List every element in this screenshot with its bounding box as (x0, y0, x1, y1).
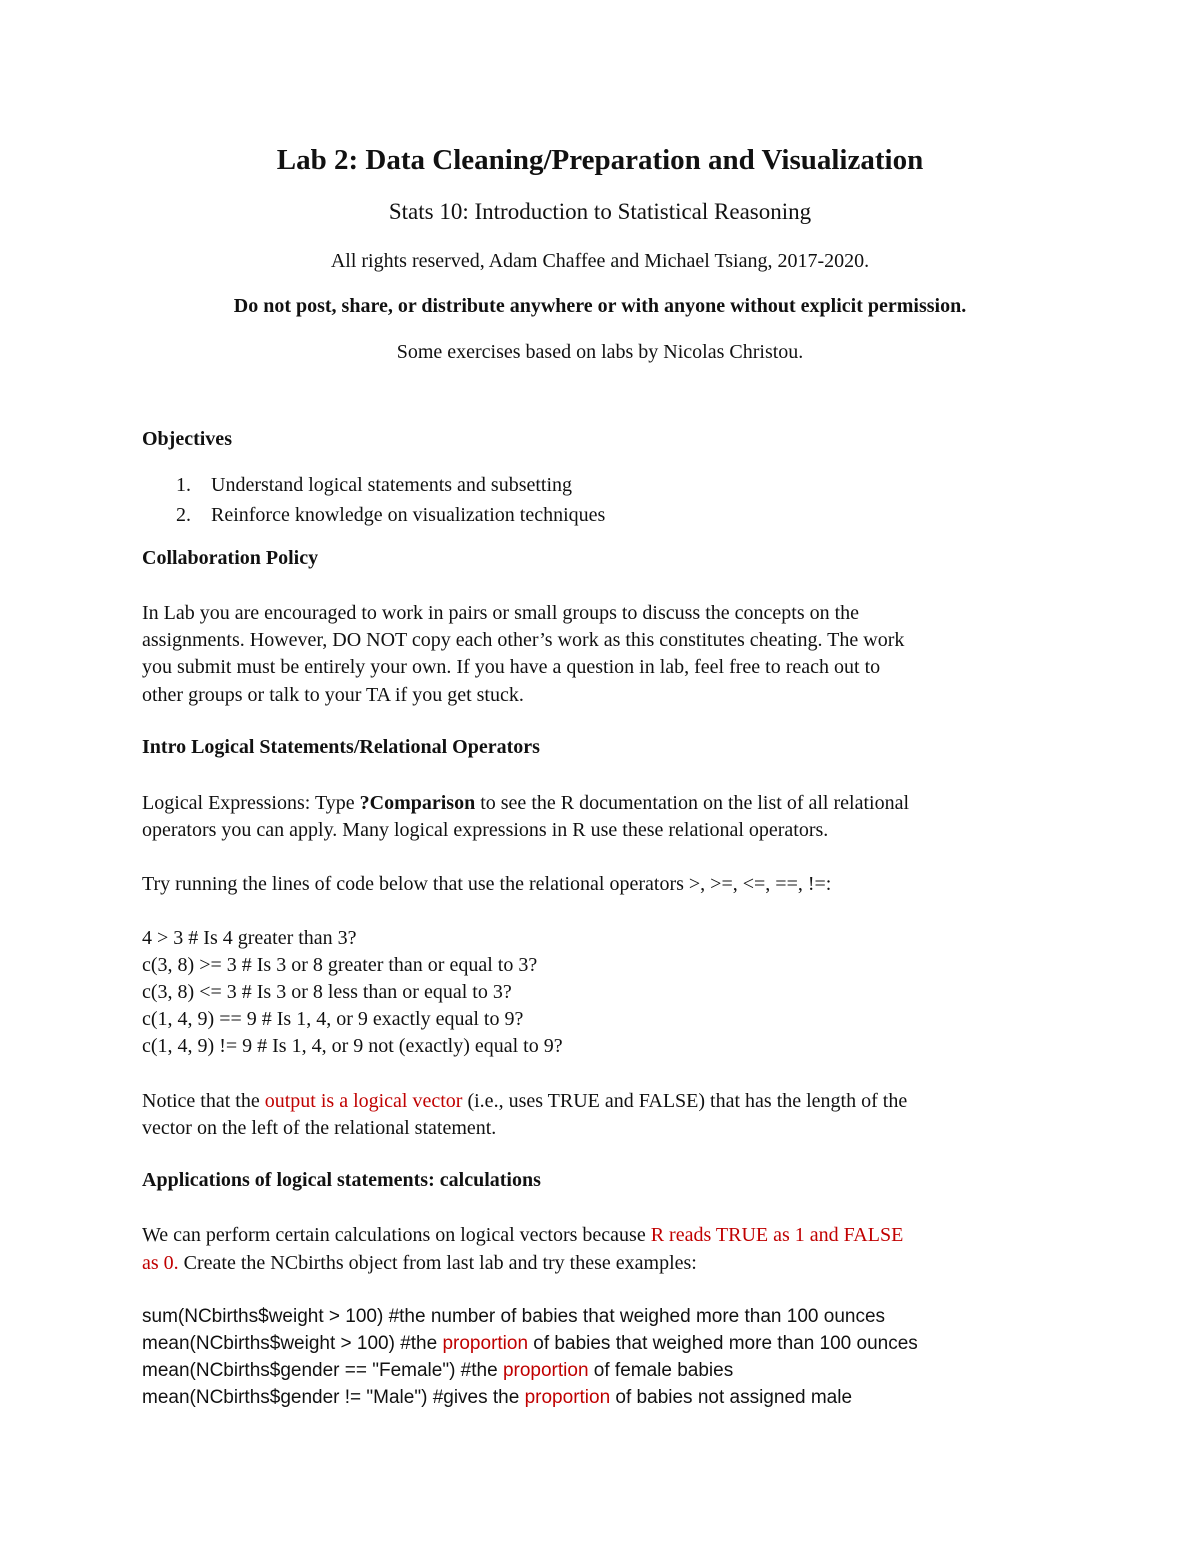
try-running-line: Try running the lines of code below that use the relational operators >, >=, <=, ==, !=: (142, 873, 832, 895)
code-line-3: c(3, 8) <= 3 # Is 3 or 8 less than or equal to 3? (142, 981, 512, 1003)
copyright-notice: All rights reserved, Adam Chaffee and Michael Tsiang, 2017-2020. (330, 250, 870, 272)
code-line-4: c(1, 4, 9) == 9 # Is 1, 4, or 9 exactly equal to 9? (142, 1008, 524, 1030)
objective-number: 2. (176, 504, 191, 526)
collaboration-line-2: assignments. However, DO NOT copy each other’s work as this constitutes cheating. The work (142, 629, 905, 651)
intro-heading: Intro Logical Statements/Relational Operators (142, 736, 540, 758)
highlight-proportion: proportion (502, 1360, 589, 1381)
example-code-3 (142, 1357, 733, 1384)
applications-line-1 (142, 1221, 903, 1249)
comparison-keyword: ?Comparison (359, 792, 476, 814)
text-run: of babies that weighed more than 100 ounces (528, 1333, 918, 1354)
applications-line-2 (142, 1249, 697, 1277)
notice-line-2: vector on the left of the relational statement. (142, 1117, 497, 1139)
objective-number: 1. (176, 474, 191, 496)
course-subtitle: Stats 10: Introduction to Statistical Reasoning (388, 199, 812, 224)
text-run: mean(NCbirths$weight > 100) #the (142, 1333, 443, 1354)
text-run: of female babies (588, 1360, 734, 1381)
example-code-1: sum(NCbirths$weight > 100) #the number of babies that weighed more than 100 ounces (142, 1306, 886, 1327)
text-run: mean(NCbirths$gender == "Female") #the (142, 1360, 503, 1381)
text-run: (i.e., uses TRUE and FALSE) that has the length of the (462, 1090, 908, 1112)
credit-line: Some exercises based on labs by Nicolas Christou. (396, 341, 804, 363)
code-line-1: 4 > 3 # Is 4 greater than 3? (142, 927, 357, 949)
objective-item-2 (176, 504, 605, 527)
highlight-proportion: proportion (524, 1387, 611, 1408)
example-code-2 (142, 1330, 918, 1357)
notice-line-1 (142, 1087, 907, 1115)
code-line-2: c(3, 8) >= 3 # Is 3 or 8 greater than or equal to 3? (142, 954, 538, 976)
text-run: Logical Expressions: Type (142, 792, 360, 814)
highlight-as-zero: as 0. (142, 1252, 179, 1274)
highlight-true-false: R reads TRUE as 1 and FALSE (650, 1224, 904, 1246)
objective-item-1 (176, 474, 572, 497)
applications-heading: Applications of logical statements: calculations (142, 1169, 541, 1191)
objective-text: Understand logical statements and subsetting (211, 474, 573, 496)
text-run: mean(NCbirths$gender != "Male") #gives the (142, 1387, 525, 1408)
distribution-warning: Do not post, share, or distribute anywhere or with anyone without explicit permission. (233, 295, 967, 317)
text-run: We can perform certain calculations on logical vectors because (142, 1224, 651, 1246)
highlight-output-logical-vector: output is a logical vector (264, 1090, 463, 1112)
logical-expressions-line-2: operators you can apply. Many logical expressions in R use these relational operators. (142, 819, 829, 841)
text-run: Create the NCbirths object from last lab and try these examples: (178, 1252, 697, 1274)
text-run: of babies not assigned male (610, 1387, 853, 1408)
code-line-5: c(1, 4, 9) != 9 # Is 1, 4, or 9 not (exactly) equal to 9? (142, 1035, 563, 1057)
collaboration-line-1: In Lab you are encouraged to work in pairs or small groups to discuss the concepts on the (142, 602, 860, 624)
highlight-proportion: proportion (442, 1333, 529, 1354)
text-run: Notice that the (142, 1090, 265, 1112)
document-title: Lab 2: Data Cleaning/Preparation and Visualization (276, 144, 924, 176)
collaboration-line-4: other groups or talk to your TA if you get stuck. (142, 684, 524, 706)
objectives-heading: Objectives (142, 428, 232, 450)
objective-text: Reinforce knowledge on visualization techniques (211, 504, 606, 526)
example-code-4 (142, 1384, 852, 1411)
collaboration-line-3: you submit must be entirely your own. If you have a question in lab, feel free to reach out to (142, 656, 881, 678)
text-run: to see the R documentation on the list of all relational (475, 792, 909, 814)
logical-expressions-line-1 (142, 789, 909, 817)
collaboration-heading: Collaboration Policy (142, 547, 319, 569)
